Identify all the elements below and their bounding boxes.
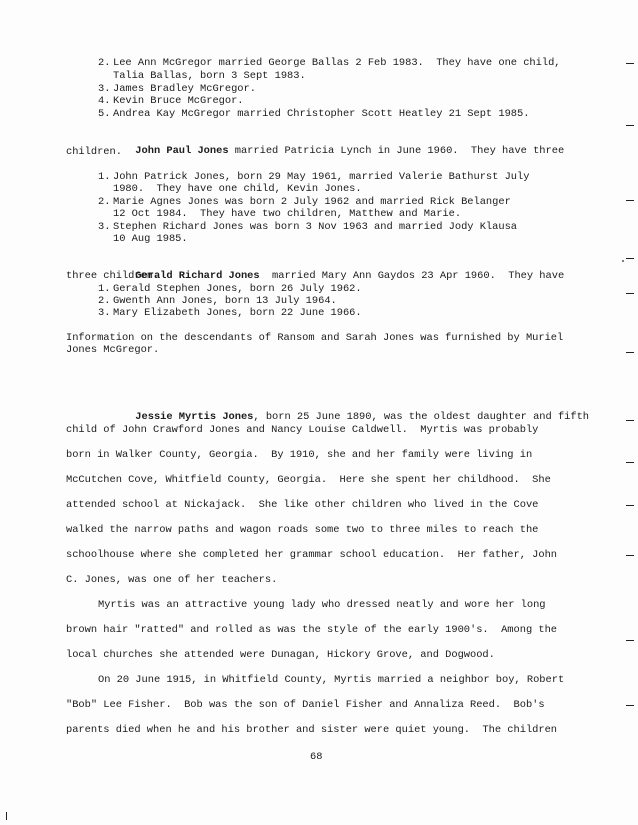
edge-tick <box>626 200 634 201</box>
edge-tick <box>626 352 634 353</box>
paragraph-text: Information on the descendants of Ransom and Sarah Jones was furnished by Muriel <box>66 332 564 344</box>
list-item-text: Stephen Richard Jones was born 3 Nov 1963 and married Jody Klausa <box>113 221 518 233</box>
edge-tick <box>626 640 634 641</box>
list-item-number: 2. <box>98 57 111 69</box>
list-item-text: John Patrick Jones, born 29 May 1961, married Valerie Bathurst July <box>113 171 530 183</box>
list-item-number: 5. <box>98 108 111 120</box>
edge-tick <box>626 258 634 259</box>
edge-tick <box>626 505 634 506</box>
edge-tick <box>626 705 634 706</box>
list-item-text: Mary Elizabeth Jones, born 22 June 1966. <box>113 307 362 319</box>
paragraph-text: "Bob" Lee Fisher. Bob was the son of Daniel Fisher and Annaliza Reed. Bob's <box>66 699 545 711</box>
list-item-number: 3. <box>98 307 111 319</box>
person-name: Gerald Richard Jones <box>135 270 260 282</box>
list-item-text: James Bradley McGregor. <box>113 83 256 95</box>
edge-tick <box>626 63 634 64</box>
paragraph-text: schoolhouse where she completed her grammar school education. Her father, John <box>66 549 558 561</box>
scan-speck <box>622 260 624 262</box>
edge-tick <box>626 125 634 126</box>
list-item-text: Talia Ballas, born 3 Sept 1983. <box>113 70 306 82</box>
list-item-text: 1980. They have one child, Kevin Jones. <box>113 183 362 195</box>
paragraph-text: three children. <box>66 270 160 282</box>
paragraph-text: local churches she attended were Dunagan, Hickory Grove, and Dogwood. <box>66 649 495 661</box>
paragraph-text: married Patricia Lynch in June 1960. They have three <box>228 145 565 157</box>
list-item-text: Andrea Kay McGregor married Christopher Scott Heatley 21 Sept 1985. <box>113 108 530 120</box>
list-item-text: 12 Oct 1984. They have two children, Matthew and Marie. <box>113 208 462 220</box>
paragraph-text: children. <box>66 146 122 158</box>
list-item-text: Lee Ann McGregor married George Ballas 2 Feb 1983. They have one child, <box>113 57 561 69</box>
list-item-text: Marie Agnes Jones was born 2 July 1962 and married Rick Belanger <box>113 196 511 208</box>
paragraph-text: , born 25 June 1890, was the oldest daughter and fifth <box>253 411 590 423</box>
paragraph-text: brown hair "ratted" and rolled as was the style of the early 1900's. Among the <box>66 624 558 636</box>
list-item-text: 10 Aug 1985. <box>113 233 188 245</box>
list-item-number: 1. <box>98 171 111 183</box>
person-name: John Paul Jones <box>135 145 229 157</box>
paragraph-text: Jones McGregor. <box>66 344 160 356</box>
paragraph-text: parents died when he and his brother and sister were quiet young. The children <box>66 724 558 736</box>
paragraph-text: born in Walker County, Georgia. By 1910, she and her family were living in <box>66 449 533 461</box>
list-item-text: Kevin Bruce McGregor. <box>113 95 244 107</box>
paragraph-text: Myrtis was an attractive young lady who dressed neatly and wore her long <box>98 599 546 611</box>
paragraph-text: attended school at Nickajack. She like other children who lived in the Cove <box>66 499 539 511</box>
left-edge-mark <box>6 812 7 820</box>
list-item-text: Gwenth Ann Jones, born 13 July 1964. <box>113 295 337 307</box>
list-item-number: 3. <box>98 221 111 233</box>
paragraph-text: walked the narrow paths and wagon roads some two to three miles to reach the <box>66 524 539 536</box>
edge-tick <box>626 462 634 463</box>
edge-tick <box>626 555 634 556</box>
edge-tick <box>626 293 634 294</box>
paragraph-text: married Mary Ann Gaydos 23 Apr 1960. They have <box>259 270 565 282</box>
paragraph-text: child of John Crawford Jones and Nancy Louise Caldwell. Myrtis was probably <box>66 424 539 436</box>
list-item-number: 1. <box>98 283 111 295</box>
list-item-text: Gerald Stephen Jones, born 26 July 1962. <box>113 283 362 295</box>
list-item-number: 2. <box>98 295 111 307</box>
list-item-number: 2. <box>98 196 111 208</box>
person-name: Jessie Myrtis Jones <box>135 411 254 423</box>
edge-tick <box>626 420 634 421</box>
list-item-number: 3. <box>98 83 111 95</box>
paragraph-text: C. Jones, was one of her teachers. <box>66 574 278 586</box>
list-item-number: 4. <box>98 95 111 107</box>
paragraph-text: McCutchen Cove, Whitfield County, Georgia. Here she spent her childhood. She <box>66 474 551 486</box>
paragraph-text: On 20 June 1915, in Whitfield County, Myrtis married a neighbor boy, Robert <box>98 674 565 686</box>
page-number: 68 <box>310 751 323 763</box>
